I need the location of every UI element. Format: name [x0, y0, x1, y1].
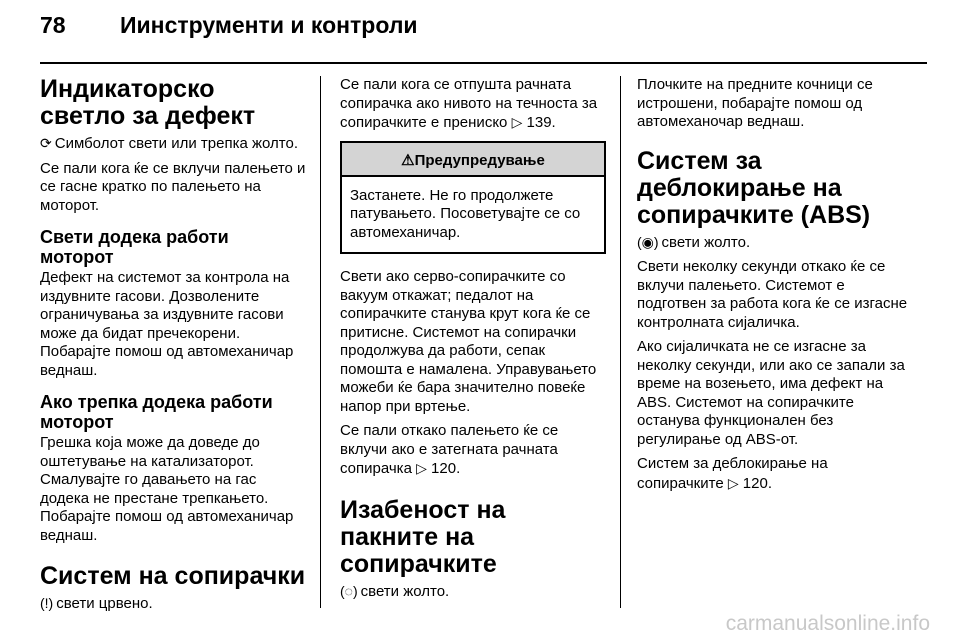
brake-pad-icon: (◌): [340, 582, 358, 599]
subheading: Свети додека работи моторот: [40, 227, 229, 267]
page-reference-link[interactable]: 139.: [526, 114, 556, 131]
page-reference-link[interactable]: 120.: [742, 474, 772, 492]
column-1: [40, 76, 306, 620]
page-number: 78: [40, 12, 66, 38]
warning-text: Застанете. Не го продолжете патувањето. Посоветувајте се со автомеханичар.: [350, 186, 581, 241]
paragraph: Ако сијаличката не се изгасне за неколку секунди, или ако се запали за време на возењето, има дефект на ABS. Системот на сопирачките останува функционален без регулирање од ABS-от.: [637, 338, 905, 448]
paragraph: Свети ако серво-сопирачките со вакуум откажат; педалот на сопирачките станува крут кога ќе се притисне. Системот на сопирачки продолжува да работи, сепак помошта е намалена. Управувањето можеби ќе бара значително повеќе напор при вртење.: [340, 268, 597, 415]
paragraph: Дефект на системот за контрола на издувните гасови. Дозволените ограничувања за издувните гасови може да бидат пречекорени. Побарајте помош од автомеханичар веднаш.: [40, 269, 294, 379]
paragraph: Грешка која може да доведе до оштетување на катализаторот. Смалувајте го давањето на гас додека не престане трепкањето. Побарајте помош од автомеханичар веднаш.: [40, 434, 294, 544]
paragraph: ⟳ Симболот свети или трепка жолто.: [40, 135, 298, 152]
engine-icon: ⟳: [40, 135, 52, 151]
paragraph: (!) свети црвено.: [40, 595, 153, 612]
paragraph: (◉) свети жолто.: [637, 233, 751, 251]
header-rule: [40, 62, 927, 64]
page-reference-link[interactable]: 120.: [431, 460, 461, 477]
section-heading: Систем на сопирачки: [40, 562, 306, 590]
section-heading: Систем за деблокирање на сопирачките (ABS): [637, 146, 871, 229]
column-divider: [320, 76, 321, 608]
page-header: [40, 12, 418, 48]
page-ref-icon: ▷: [416, 460, 427, 476]
subheading: Ако трепка додека работи моторот: [40, 392, 273, 432]
abs-icon: (◉): [637, 233, 659, 250]
section-heading: Изабеност на пакните на сопирачките: [340, 495, 506, 578]
warning-box: [340, 141, 606, 255]
paragraph: Плочките на предните кочници се истрошени, побарајте помош од автомеханочар веднаш.: [637, 76, 873, 130]
column-divider: [620, 76, 621, 608]
column-2: [340, 76, 606, 607]
page-ref-icon: ▷: [727, 474, 739, 491]
paragraph: Се пали откако палењето ќе се вклучи ако е затегната рачната сопирачка ▷ 120.: [340, 422, 559, 477]
paragraph: (◌) свети жолто.: [340, 582, 450, 600]
paragraph: Се пали кога се отпушта рачната сопирачка ако нивото на течноста за сопирачките е прениско ▷ 139.: [340, 76, 598, 131]
page-section-title: Иинструменти и контроли: [120, 12, 418, 38]
column-3: [637, 76, 909, 499]
paragraph: Свети неколку секунди откако ќе се вклучи палењето. Системот е подготвен за работа кога ќе се изгасне контролната сијаличка.: [637, 258, 908, 331]
watermark: carmanualsonline.info: [725, 612, 930, 635]
warning-triangle-icon: ⚠: [401, 151, 415, 169]
brake-warning-icon: (!): [40, 595, 54, 611]
page-ref-icon: ▷: [511, 114, 523, 130]
paragraph: Се пали кога ќе се вклучи палењето и се гасне кратко по палењето на моторот.: [40, 159, 306, 214]
section-heading: Индикаторско светло за дефект: [40, 75, 256, 130]
warning-title: ⚠Предупредување: [342, 143, 604, 177]
paragraph: Систем за деблокирање на сопирачките ▷ 120.: [637, 455, 828, 492]
